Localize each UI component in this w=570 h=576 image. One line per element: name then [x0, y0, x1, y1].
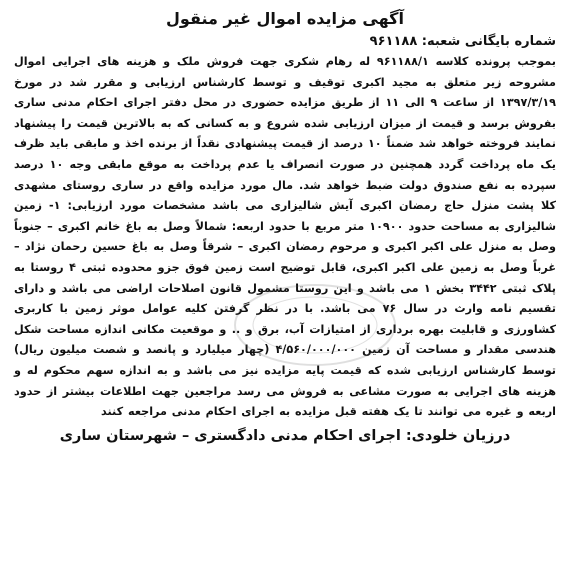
notice-footer: درزیان خلودی: اجرای احکام مدنی دادگستری – شهرستان ساری: [59, 427, 511, 444]
notice-title: آگهی مزایده اموال غیر منقول: [166, 9, 404, 28]
notice-body: بموجب پرونده کلاسه ۹۶۱۱۸۸/۱ له رهام شکری جهت فروش ملک و هزینه های اجرایی اموال مشروحه زیر متعلق به مجید اکبری توقیف و توسط کارشناس ارزیابی و مقرر شد در مورخ ۱۳۹۷/۳/۱۹ از ساعت ۹ الی ۱۱ از طریق مزایده حضوری در محل دفتر اجرای احکام مدنی ساری بفروش برسد و قیمت از میزان ارزیابی شده شروع و به کسانی که به بالاترین قیمت را پیشنهاد نمایند فروخته خواهد شد ضمناً ۱۰ درصد از قیمت پیشنهادی نقداً از برنده اخذ و مابقی باید ظرف یک ماه پرداخت گردد همچنین در صورت انصراف یا عدم پرداخت به موقع مابقی وجه ۱۰ درصد سپرده به نفع صندوق دولت ضبط خواهد شد. مال مورد مزایده واقع در ساری روستای مشهدی کلا پشت منزل حاج رمضان اکبری آیش شالیزاری می باشد مشخصات مورد ارزیابی: ۱- زمین شالیزاری به مساحت حدود ۱۰۹۰۰ متر مربع با حدود اربعه: شمالاً وصل به باغ خانم اکبری – جنوباً وصل به منزل علی اکبر اکبری و مرحوم رمضان اکبری – شرقاً وصل به باغ حسین رحمان نژاد – غرباً وصل به زمین علی اکبر اکبری، قابل توضیح است زمین فوق جزو محدوده ثبتی ۴ روستا به پلاک ثبتی ۳۴۴۲ بخش ۱ می باشد و این روستا مشمول قانون اصلاحات اراضی می باشد و دارای تقسیم نامه وارث در سال ۷۶ می باشد. با در نظر گرفتن کلیه عوامل موثر زمین با کاربری کشاورزی و قابلیت بهره برداری از امتیازات آب، برق و .. و موقعیت مکانی اندازه مساحت شکل هندسی مقدار و مساحت آن زمین ۴/۵۶۰/۰۰۰/۰۰۰ (چهار میلیارد و پانصد و شصت میلیون ریال) توسط کارشناس ارزیابی شده که قیمت پایه مزایده نیز می باشد و به اندازه سهم محکوم له و هزینه های اجرایی به صورت مشاعی به فروش می رسد مراجعین جهت اطلاعات بیشتر از حدود اربعه و غیره می توانند تا یک هفته قبل مزایده به اجرای احکام مدنی مراجعه کنند: [14, 55, 557, 419]
file-number: شماره بایگانی شعبه: ۹۶۱۱۸۸: [369, 34, 556, 49]
